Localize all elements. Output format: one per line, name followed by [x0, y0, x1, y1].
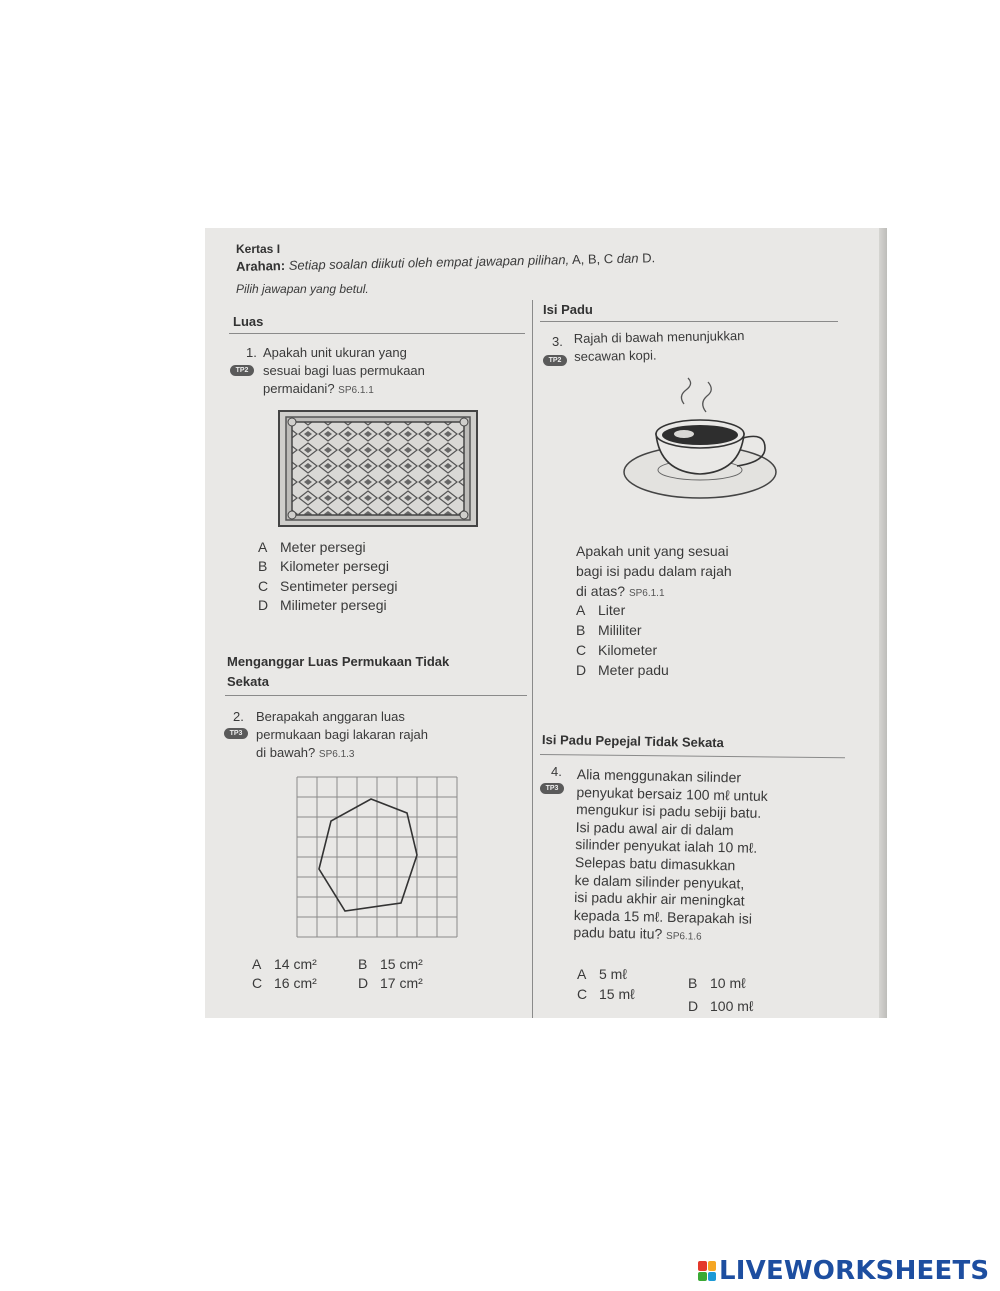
q4-option-c [577, 986, 635, 1002]
liveworksheets-logo [698, 1256, 989, 1286]
arahan-label: Arahan: [235, 257, 286, 274]
option-letter: C [258, 578, 269, 594]
q3-question-text: di atas? [576, 583, 626, 599]
option-letter: A [577, 966, 587, 982]
q3-option-c [576, 642, 657, 658]
arahan-dan: dan [616, 250, 639, 267]
q3-line: Rajah di bawah menunjukkan [573, 328, 745, 347]
arahan-text: Setiap soalan diikuti oleh empat jawapan pilihan, [288, 252, 570, 273]
section-rule [229, 333, 525, 334]
q3-option-d [576, 662, 669, 678]
q2-line [256, 744, 428, 764]
section-title-line: Menganggar Luas Permukaan Tidak [227, 654, 450, 669]
option-letter: A [576, 602, 586, 618]
option-letter: A [258, 539, 268, 555]
column-divider [532, 300, 533, 1018]
q1-text [263, 344, 425, 400]
q2-text [256, 708, 428, 764]
q3-question [576, 541, 732, 604]
q4-line: Isi padu awal air di dalam [575, 818, 734, 839]
grid-heptagon-figure [295, 775, 459, 939]
q3-question-line [576, 581, 732, 604]
q4-line-text: padu batu itu? [573, 924, 663, 943]
option-text: Kilometer persegi [280, 558, 389, 574]
q2-line: permukaan bagi lakaran rajah [256, 727, 428, 742]
kertas-label: Kertas I [236, 242, 281, 256]
coffee-cup-illustration [622, 376, 778, 506]
q4-line: Alia menggunakan silinder [576, 766, 742, 786]
worksheet-photo [205, 228, 887, 1018]
q1-code: SP6.1.1 [338, 385, 374, 396]
q2-code: SP6.1.3 [318, 749, 355, 760]
section-title-line: Sekata [227, 674, 269, 689]
q2-option-b [358, 956, 423, 972]
q4-line: Selepas batu dimasukkan [574, 853, 736, 874]
q1-line: Apakah unit ukuran yang [263, 345, 407, 360]
option-letter: D [688, 998, 699, 1014]
q3-question-line: bagi isi padu dalam rajah [576, 563, 732, 579]
q4-option-d [688, 998, 753, 1014]
q4-line: penyukat bersaiz 100 mℓ untuk [576, 783, 768, 804]
brand-name: LIVEWORKSHEETS [719, 1256, 990, 1286]
q4-line: kepada 15 mℓ. Berapakah isi [573, 906, 753, 927]
paper-edge-shadow [879, 228, 887, 1018]
option-letter: C [577, 986, 588, 1002]
q3-number: 3. [552, 334, 563, 349]
option-letter: D [358, 975, 369, 991]
option-text: 17 cm² [380, 975, 423, 991]
q2-line: Berapakah anggaran luas [256, 709, 405, 724]
q4-code: SP6.1.6 [665, 931, 702, 943]
option-text: Mililiter [598, 622, 642, 638]
option-letter: D [576, 662, 587, 678]
option-letter: B [688, 975, 698, 991]
section-title-isi-padu-pepejal: Isi Padu Pepejal Tidak Sekata [541, 732, 724, 751]
q1-number: 1. [246, 345, 257, 360]
option-text: 15 cm² [380, 956, 423, 972]
q1-line-text: permaidani? [263, 381, 335, 396]
carpet-illustration [278, 410, 478, 527]
q1-line [263, 380, 425, 400]
q3-code: SP6.1.1 [628, 588, 665, 599]
liveworksheets-mark-icon [698, 1261, 716, 1281]
q4-option-b [688, 975, 746, 991]
logo-tile [698, 1261, 707, 1271]
instruction-line-2: Pilih jawapan yang betul. [236, 282, 369, 296]
q3-option-b [576, 622, 642, 638]
q1-option-b [258, 558, 389, 574]
q1-option-a [258, 539, 366, 555]
q2-option-c [252, 975, 317, 991]
section-title-luas: Luas [233, 314, 264, 329]
q3-tp-badge: TP2 [543, 355, 567, 366]
q3-text [574, 327, 745, 366]
section-rule [225, 695, 527, 696]
option-text: Sentimeter persegi [280, 578, 398, 594]
q3-option-a [576, 602, 625, 618]
option-letter: B [576, 622, 586, 638]
option-text: Liter [598, 602, 626, 618]
option-letter: C [252, 975, 263, 991]
section-rule [540, 321, 838, 322]
q4-tp-badge: TP3 [540, 783, 564, 794]
option-text: Meter padu [598, 662, 669, 678]
option-letter: B [358, 956, 368, 972]
q3-question-line: Apakah unit yang sesuai [576, 543, 729, 559]
option-text: 16 cm² [274, 975, 317, 991]
q1-option-d [258, 597, 387, 613]
arahan-d: D. [641, 250, 656, 266]
q2-option-a [252, 956, 317, 972]
option-text: 14 cm² [274, 956, 317, 972]
option-letter: A [252, 956, 262, 972]
option-text: Kilometer [598, 642, 658, 658]
q4-number: 4. [551, 764, 562, 779]
logo-tile [708, 1261, 717, 1271]
section-rule [540, 754, 845, 758]
section-title-menganggar [227, 652, 449, 692]
q2-line-text: di bawah? [256, 745, 316, 760]
q2-tp-badge: TP3 [224, 728, 248, 739]
q4-text [573, 766, 768, 948]
q2-option-d [358, 975, 423, 991]
logo-tile [698, 1272, 707, 1282]
option-letter: C [576, 642, 587, 658]
arahan-choices: A, B, C [571, 251, 614, 267]
q4-line [573, 924, 765, 948]
q1-option-c [258, 578, 398, 594]
option-letter: B [258, 558, 268, 574]
q2-number: 2. [233, 709, 244, 724]
q4-line: ke dalam silinder penyukat, [574, 871, 745, 892]
q1-line: sesuai bagi luas permukaan [263, 363, 425, 378]
option-text: 100 mℓ [710, 998, 754, 1014]
logo-tile [708, 1272, 717, 1282]
q4-line: mengukur isi padu sebiji batu. [575, 801, 762, 822]
q4-line: silinder penyukat ialah 10 mℓ. [575, 836, 758, 857]
q3-line: secawan kopi. [574, 347, 657, 364]
option-text: 5 mℓ [599, 966, 627, 982]
q4-line: isi padu akhir air meningkat [574, 889, 745, 909]
instruction-line-1 [236, 250, 655, 274]
q1-tp-badge: TP2 [230, 365, 254, 376]
option-text: Milimeter persegi [280, 597, 387, 613]
q4-option-a [577, 966, 627, 982]
option-text: 10 mℓ [710, 975, 746, 991]
option-text: Meter persegi [280, 539, 366, 555]
option-text: 15 mℓ [599, 986, 635, 1002]
option-letter: D [258, 597, 269, 613]
section-title-isi-padu: Isi Padu [543, 302, 593, 317]
